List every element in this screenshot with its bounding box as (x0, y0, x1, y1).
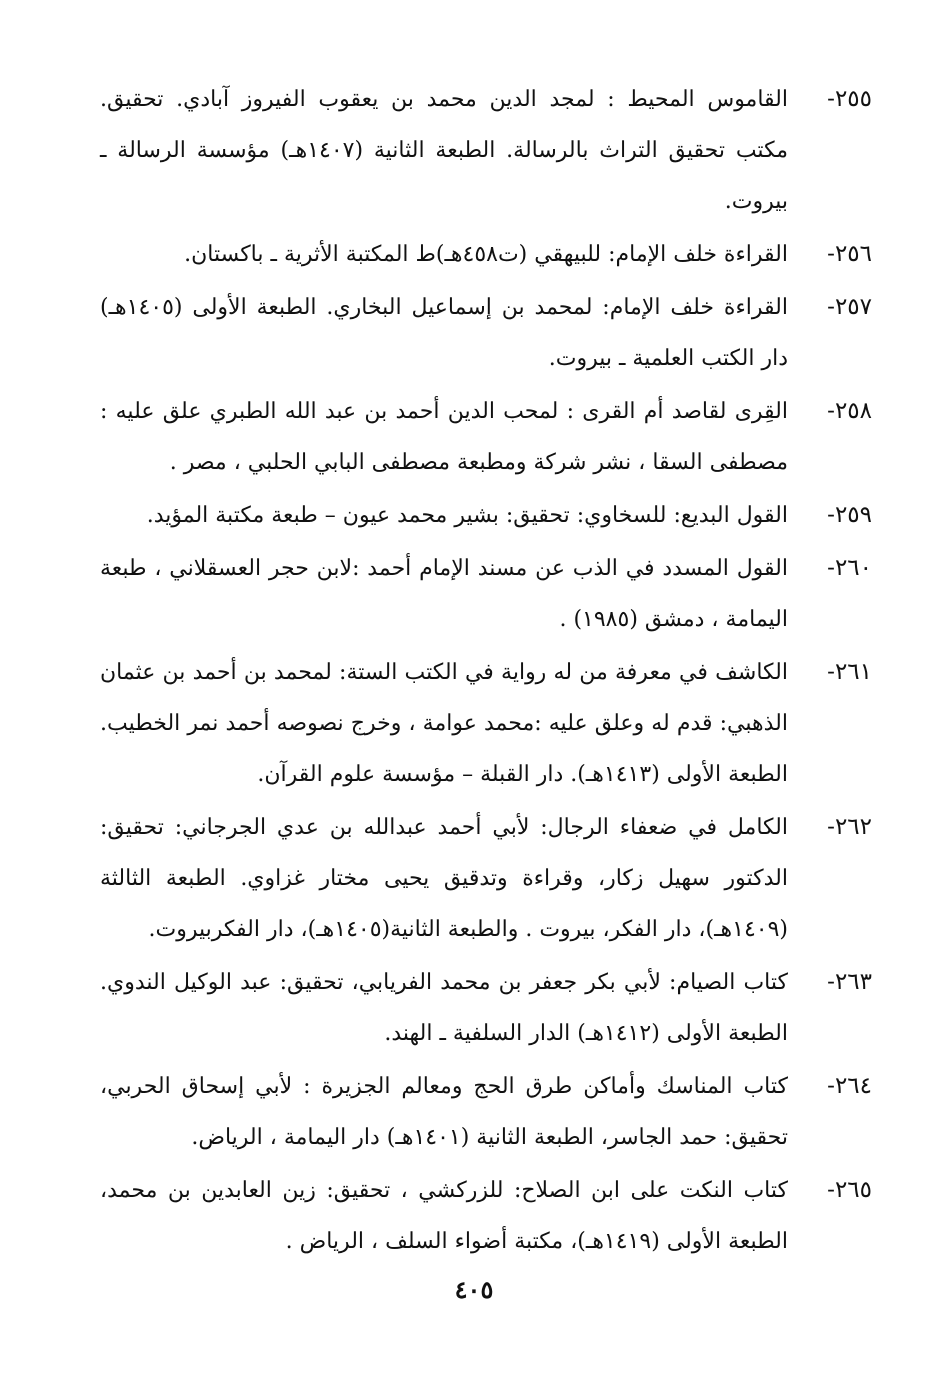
entry-text: القول البديع: للسخاوي: تحقيق: بشير محمد عيون – طبعة مكتبة المؤيد. (146, 503, 788, 528)
entry-number: ٢٦٤- (827, 1073, 872, 1099)
entry-text: القول المسدد في الذب عن مسند الإمام أحمد :لابن حجر العسقلاني ، طبعة اليمامة ، دمشق (١٩٨٥) . (100, 556, 788, 632)
bibliography-list (100, 74, 872, 1269)
entry-text: القاموس المحيط : لمجد الدين محمد بن يعقوب الفيروز آبادي. تحقيق. مكتب تحقيق التراث بالرسالة. الطبعة الثانية (١٤٠٧هـ) مؤسسة الرسالة ـ بيروت. (100, 87, 788, 214)
entry-number: ٢٥٧- (827, 294, 872, 320)
entry-text: القِرى لقاصد أم القرى : لمحب الدين أحمد بن عبد الله الطبري علق عليه : مصطفى السقا ، نشر شركة ومطبعة مصطفى البابي الحلبي ، مصر . (100, 399, 788, 475)
entry-number: ٢٦٣- (827, 969, 872, 995)
entry-text: كتاب المناسك وأماكن طرق الحج ومعالم الجزيرة : لأبي إسحاق الحربي، تحقيق: حمد الجاسر، الطبعة الثانية (١٤٠١هـ) دار اليمامة ، الرياض. (100, 1074, 788, 1150)
page-number: ٤٠٥ (454, 1275, 494, 1304)
bibliography-entry (100, 74, 872, 227)
bibliography-entry (100, 647, 872, 800)
bibliography-entry (100, 543, 872, 645)
bibliography-entry (100, 282, 872, 384)
entry-text: القراءة خلف الإمام: لمحمد بن إسماعيل البخاري. الطبعة الأولى (١٤٠٥هـ) دار الكتب العلمية ـ بيروت. (100, 295, 788, 371)
bibliography-entry (100, 957, 872, 1059)
bibliography-entry (100, 490, 872, 541)
bibliography-entry (100, 386, 872, 488)
entry-number: ٢٦٢- (827, 814, 872, 840)
bibliography-entry (100, 802, 872, 955)
entry-number: ٢٥٩- (827, 502, 872, 528)
entry-number: ٢٦٥- (827, 1177, 872, 1203)
entry-number: ٢٥٨- (827, 398, 872, 424)
bibliography-entry (100, 229, 872, 280)
entry-number: ٢٥٥- (827, 86, 872, 112)
entry-number: ٢٦١- (827, 659, 872, 685)
entry-text: القراءة خلف الإمام: للبيهقي (ت٤٥٨هـ)ط المكتبة الأثرية ـ باكستان. (184, 242, 788, 267)
bibliography-entry (100, 1061, 872, 1163)
bibliography-entry (100, 1165, 872, 1267)
entry-text: كتاب الصيام: لأبي بكر جعفر بن محمد الفريابي، تحقيق: عبد الوكيل الندوي. الطبعة الأولى (١٤١٢هـ) الدار السلفية ـ الهند. (100, 970, 788, 1046)
entry-text: الكامل في ضعفاء الرجال: لأبي أحمد عبدالله بن عدي الجرجاني: تحقيق: الدكتور سهيل زكار، وقراءة وتدقيق يحيى مختار غزاوي. الطبعة الثالثة (١٤٠٩هـ)، دار الفكر، بيروت . والطبعة الثانية(١٤٠٥هـ)، دار الفكربيروت. (100, 815, 788, 942)
entry-number: ٢٥٦- (827, 241, 872, 267)
entry-text: الكاشف في معرفة من له رواية في الكتب الستة: لمحمد بن أحمد بن عثمان الذهبي: قدم له وعلق عليه :محمد عوامة ، وخرج نصوصه أحمد نمر الخطيب. الطبعة الأولى (١٤١٣هـ). دار القبلة – مؤسسة علوم القرآن. (100, 660, 789, 787)
entry-number: ٢٦٠- (827, 555, 872, 581)
entry-text: كتاب النكت على ابن الصلاح: للزركشي ، تحقيق: زين العابدين بن محمد، الطبعة الأولى (١٤١٩هـ)، مكتبة أضواء السلف ، الرياض . (100, 1178, 788, 1254)
